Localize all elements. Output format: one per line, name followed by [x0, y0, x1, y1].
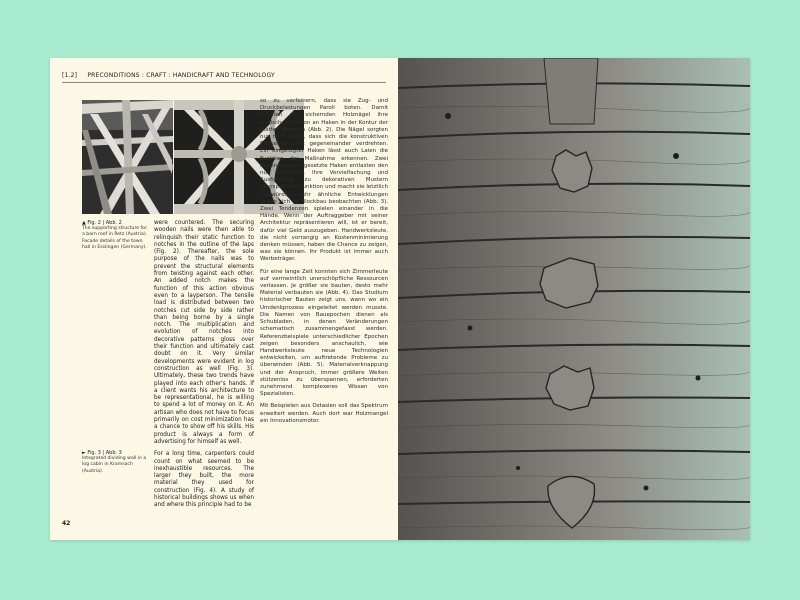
barn-roof-photo — [82, 100, 173, 214]
section-title: PRECONDITIONS : CRAFT : HANDICRAFT AND TECHNOLOGY — [87, 72, 275, 79]
log-wall-photo — [398, 58, 750, 540]
body-de-paragraph-1: so zu verfeinern, dass sie Zug- und Druckbelastungen Paroli boten. Damit konnten die sichernden Holznägel ihre statische Funktion an Haken in der Kontur der Blätter abtreten (Abb. 2). Die Nägel sorgten nur noch dafür, dass sich die konstruktiven Elemente nicht gegeneinander verdrehten. Ein eingefügter Haken lässt auch Laien die Funktion der Maßnahme erkennen. Zwei nebeneinander gesetzte Haken entlasten den nur einfachen. Ihre Vervielfachung und Ausformung zu dekorativen Mustern überspielt die Funktion und macht sie letztlich fragwürdig. Sehr ähnliche Entwicklungen ließen sich im Blockbau beobachten (Abb. 3). Zwei Tendenzen spielen einander in die Hände. Wenn der Auftraggeber mit seiner Architektur repräsentieren will, ist er bereit, dafür viel Geld auszugeben. Handwerksleute, die nicht vorrangig an Kostenminimierung denken müssen, haben die Chance zu zeigen, was sie können. Ihr Produkt ist immer auch Werbeträger. — [260, 98, 388, 263]
caption-fig3 — [82, 450, 148, 475]
caption-fig2-label: ▲ Fig. 2 | Abb. 2 — [82, 220, 122, 226]
running-head — [62, 72, 275, 79]
book-spread — [50, 58, 750, 540]
body-de-paragraph-3: Mit Beispielen aus Ostasien soll das Spektrum erweitert werden. Auch dort war Holzmangel ein Innovationsmotor. — [260, 403, 388, 424]
caption-fig2-text: The supporting structure for a barn roof in Retz (Austria). Facade details of the town hall in Esslingen (Germany). — [82, 226, 148, 250]
body-text-german — [260, 98, 388, 430]
section-number: [1.2] — [62, 72, 78, 79]
left-page — [50, 58, 398, 540]
body-de-paragraph-2: Für eine lange Zeit konnten sich Zimmerleute auf vermeintlich unerschöpfliche Ressourcen verlassen. Je größer sie bauten, desto mehr Material verbauten sie (Abb. 4). Das Studium historischer Bauten zeigt uns, wann wo ein Umdenkprozess eingeleitet werden musste. Die Namen von Bauepochen dienen als Schubladen, in denen Veränderungen schematisch zusammengefasst werden. Referenzbeispiele unterschiedlicher Epochen zeigen besonders anschaulich, wie Handwerksleute neue Technologien entwickelten, um auftretende Probleme zu überwinden (Abb. 5). Materialverknappung und der Anspruch, immer größere Weiten stützenlos zu überspannen, erforderten zunehmend komplexeres Wissen von Spezialisten. — [260, 268, 388, 398]
page-number: 42 — [62, 520, 71, 527]
body-text-english — [154, 220, 254, 515]
caption-fig3-text: Integrated dividing wall in a log cabin in Kramsach (Austria). — [82, 456, 147, 474]
body-en-paragraph-2: For a long time, carpenters could count on what seemed to be inexhaustible resources. The larger they built, the more material they used for construction (Fig. 4). A study of historical buildings shows us when and where this principle had to be — [154, 451, 254, 509]
barn-roof-illustration — [82, 100, 173, 214]
header-rule — [62, 82, 386, 83]
caption-fig2 — [82, 220, 148, 251]
caption-fig3-label: ► Fig. 3 | Abb. 3 — [82, 450, 122, 456]
body-en-paragraph-1: were countered. The securing wooden nails were then able to relinquish their static function to notches in the outline of the laps (Fig. 2). Thereafter, the sole purpose of the nails was to prevent the structural elements from twisting against each other. An added notch makes the function of this action obvious even to a layperson. The tensile load is distributed between two notches cut side by side rather than being borne by a single notch. The multiplication and evolution of notches into decorative patterns gloss over their function and ultimately cast doubt on it. Very similar developments were evident in log construction as well (Fig. 3). Ultimately, these two trends have played into each other's hands. If a client wants his architecture to be representational, he is willing to spend a lot of money on it. An artisan who does not have to focus primarily on cost minimization has a chance to show off his skills. His product is always a form of advertising for himself as well. — [154, 220, 254, 445]
log-wall-illustration — [398, 58, 750, 540]
